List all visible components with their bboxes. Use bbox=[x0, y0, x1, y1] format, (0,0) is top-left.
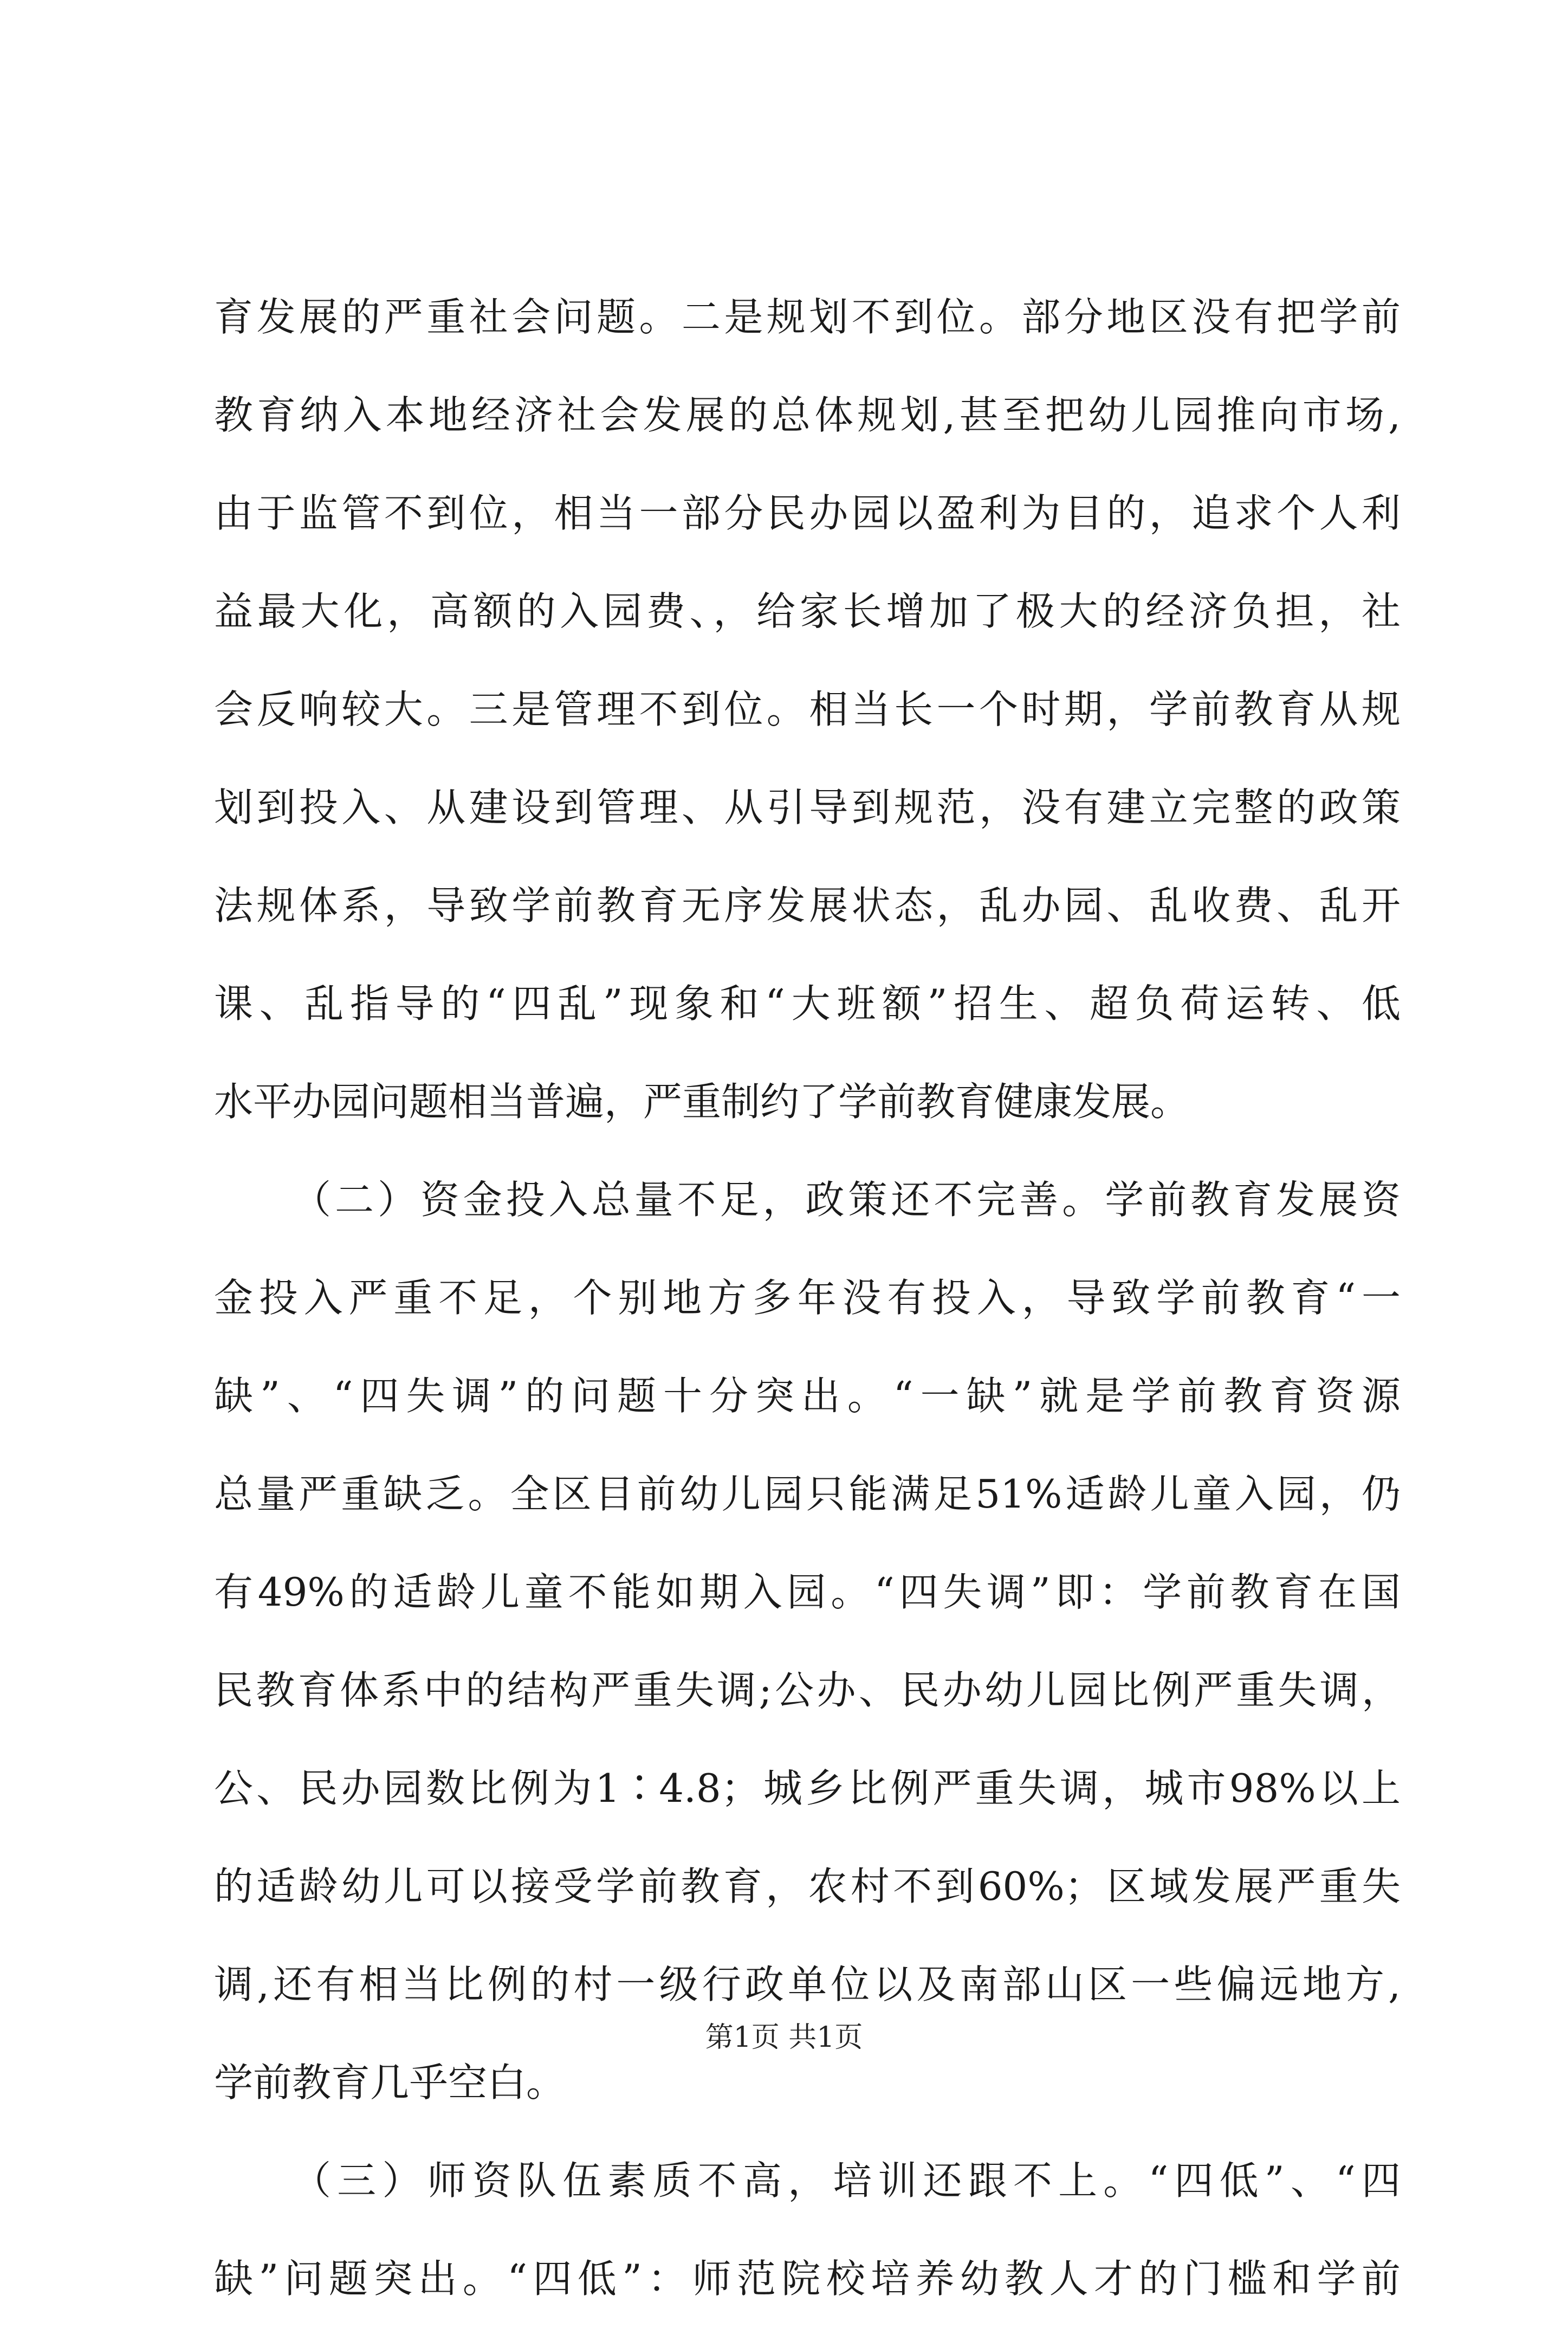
text-line: 会反响较大。三是管理不到位。相当长一个时期，学前教育从规 bbox=[214, 687, 1401, 732]
text-line: 水平办园问题相当普遍，严重制约了学前教育健康发展。 bbox=[214, 1079, 1190, 1124]
text-line: 教育纳入本地经济社会发展的总体规划,甚至把幼儿园推向市场, bbox=[214, 392, 1401, 438]
text-line: 总量严重缺乏。全区目前幼儿园只能满足51%适龄儿童入园，仍 bbox=[214, 1471, 1401, 1517]
text-line: （三）师资队伍素质不高，培训还跟不上。“四低”、“四 bbox=[292, 2158, 1401, 2203]
text-line: 益最大化，高额的入园费、，给家长增加了极大的经济负担，社 bbox=[214, 589, 1401, 634]
text-line: 金投入严重不足，个别地方多年没有投入，导致学前教育“一 bbox=[214, 1275, 1401, 1321]
text-line: 法规体系，导致学前教育无序发展状态，乱办园、乱收费、乱开 bbox=[214, 883, 1401, 928]
text-line: 缺”、“四失调”的问题十分突出。“一缺”就是学前教育资源 bbox=[214, 1373, 1401, 1419]
text-line: 划到投入、从建设到管理、从引导到规范，没有建立完整的政策 bbox=[214, 785, 1401, 830]
text-line: 有49%的适龄儿童不能如期入园。“四失调”即：学前教育在国 bbox=[214, 1569, 1401, 1615]
text-line: 的适龄幼儿可以接受学前教育，农村不到60%；区域发展严重失 bbox=[214, 1864, 1401, 1909]
text-line: 缺”问题突出。“四低”：师范院校培养幼教人才的门槛和学前 bbox=[214, 2256, 1401, 2301]
text-line: 公、民办园数比例为1∶4.8；城乡比例严重失调，城市98%以上 bbox=[214, 1766, 1401, 1811]
text-line: 育发展的严重社会问题。二是规划不到位。部分地区没有把学前 bbox=[214, 294, 1401, 340]
text-line: 学前教育几乎空白。 bbox=[214, 2060, 566, 2105]
text-line: 民教育体系中的结构严重失调;公办、民办幼儿园比例严重失调， bbox=[214, 1667, 1401, 1713]
text-line: 课、乱指导的“四乱”现象和“大班额”招生、超负荷运转、低 bbox=[214, 981, 1401, 1026]
text-line: （二）资金投入总量不足，政策还不完善。学前教育发展资 bbox=[292, 1177, 1401, 1223]
text-line: 调,还有相当比例的村一级行政单位以及南部山区一些偏远地方, bbox=[214, 1962, 1401, 2007]
text-line: 由于监管不到位，相当一部分民办园以盈利为目的，追求个人利 bbox=[214, 490, 1401, 536]
page-footer: 第1页 共1页 bbox=[705, 2021, 863, 2054]
